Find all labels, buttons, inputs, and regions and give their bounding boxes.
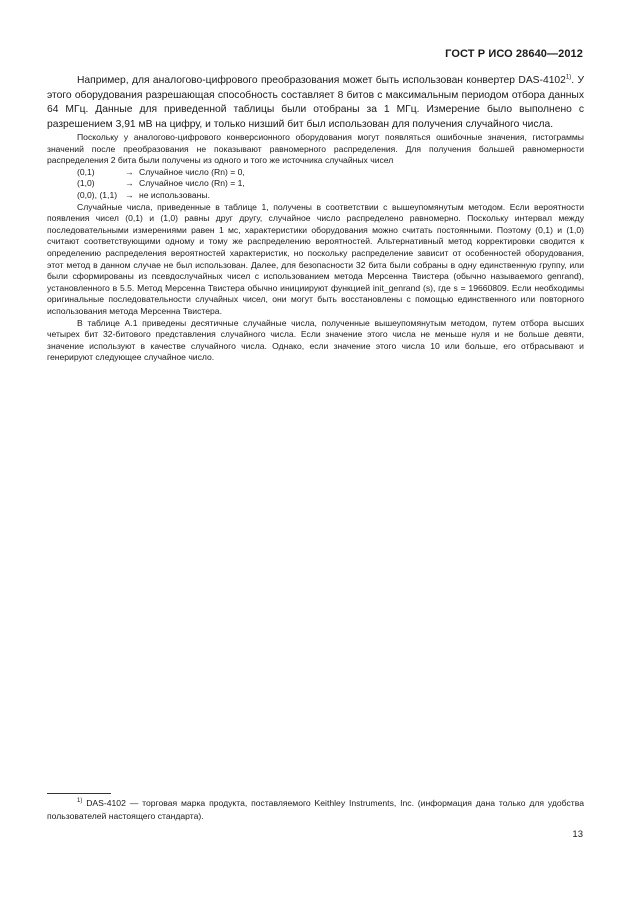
paragraph-text: Например, для аналогово-цифрового преобразования может быть использован конвертер DAS-4102: [77, 75, 566, 86]
footnote-ref: 1): [565, 74, 572, 81]
mapping-result: не использованы.: [139, 189, 210, 200]
paragraph-table-a1: В таблице А.1 приведены десятичные случайные числа, полученные вышеупомянутым методом, путем отбора высших четырех бит 32-битового представления случайного числа. Если значение этого числа не меньше нуля и не больше девяти, значение используют в качестве случайного числа. Однако, если значение этого числа 10 или больше, его отбрасывают и генерируют следующее случайное число.: [47, 317, 584, 363]
mapping-result: Случайное число (Rn) = 0,: [139, 166, 245, 177]
page-number: 13: [572, 829, 583, 840]
main-text: [47, 74, 584, 364]
arrow-icon: →: [125, 189, 134, 200]
standard-header: ГОСТ Р ИСО 28640—2012: [445, 48, 583, 60]
mapping-result: Случайное число (Rn) = 1,: [139, 178, 245, 189]
footnote-divider: [47, 793, 111, 794]
bit-pair: (0,0), (1,1): [77, 189, 118, 200]
paragraph-random-numbers-table: Случайные числа, приведенные в таблице 1, получены в соответствии с вышеупомянутым методом. Если вероятности появления чисел (0,1) и (1,0) равны друг другу, случайное число распределено равномерно. Поскольку интервал между последовательными измерениями равен 1 мс, характеристики оборудования можно считать постоянными. Поэтому (0,1) и (1,0) считают соответствующими одному и тому же распределению вероятностей. Альтернативный метод корректировки сводится к определению распределения вероятностей характеристик, но поскольку распределение зависит от особенностей оборудования, этот метод в данном случае не был использован. Далее, для безопасности 32 бита были собраны в одну единственную группу, или были сформированы из псевдослучайных чисел с использованием метода Мерсенна Твистера (обычно называемого genrand), установленного в 5.5. Метод Мерсенна Твистера обычно инициируют функцией init_genrand (s), где s = 19660809. Если необходимы оригинальные последовательности случайных чисел, они могут быть восстановлены с помощью единственного или повторного использования метода Мерсенна Твистера.: [47, 201, 584, 316]
footnote: [47, 797, 584, 823]
paragraph-histograms: Поскольку у аналогово-цифрового конверсионного оборудования могут появляться ошибочные значения, гистограммы значений после преобразования не показывают равномерного распределения. Для получения большей равномерности распределения 2 бита были получены из одного и того же источника случайных чисел: [47, 132, 584, 166]
mapping-row: [47, 178, 584, 190]
footnote-marker: 1): [77, 798, 83, 805]
arrow-icon: →: [125, 178, 134, 189]
bit-pair: (1,0): [77, 178, 95, 189]
arrow-icon: →: [125, 166, 134, 177]
paragraph-text: . У этого оборудования разрешающая способность составляет 8 битов с максимальным периодом отбора данных 64 МГц. Данные для приведенной таблицы были отобраны за 1 МГц. Измерение было выполнено с разрешением 3,91 мВ на цифру, и только низший бит был использован для получения случайного числа.: [47, 75, 585, 130]
mapping-row: [47, 167, 584, 179]
bit-pair: (0,1): [77, 166, 95, 177]
paragraph-das-converter: [47, 74, 584, 132]
mapping-row: [47, 190, 584, 202]
footnote-text: DAS-4102 — торговая марка продукта, поставляемого Keithley Instruments, Inc. (информация дана только для удобства пользователей настоящего стандарта).: [47, 798, 584, 821]
